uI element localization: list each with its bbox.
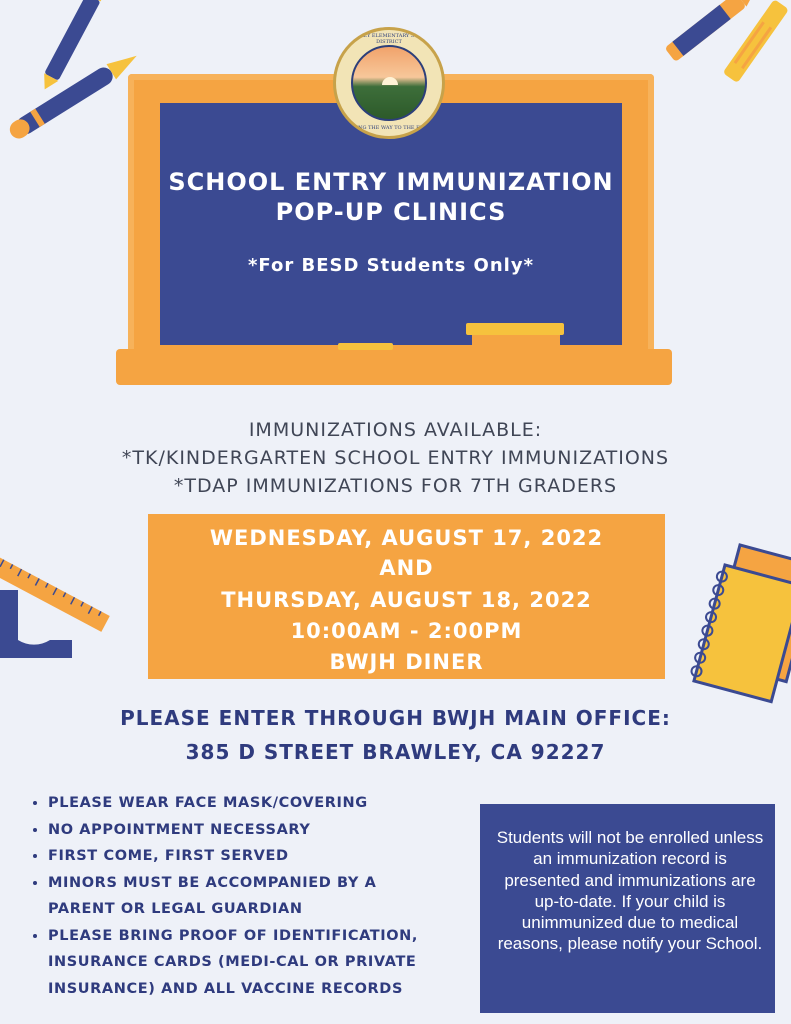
immunization-item: *TK/KINDERGARTEN SCHOOL ENTRY IMMUNIZATIONS [121,447,670,469]
subtitle: *For BESD Students Only* [248,255,534,276]
chalk-icon [338,343,393,350]
title-line-1: SCHOOL ENTRY IMMUNIZATION [168,168,614,196]
list-item: • FIRST COME, FIRST SERVED [48,843,488,870]
seal-top-text: BRAWLEY ELEMENTARY SCHOOL DISTRICT [344,33,434,45]
seal-landscape [351,45,427,121]
sun-icon [382,77,398,85]
list-item: • PLEASE WEAR FACE MASK/COVERING [48,790,488,817]
entrance-instruction: PLEASE ENTER THROUGH BWJH MAIN OFFICE: [120,706,671,730]
schedule-date-1: WEDNESDAY, AUGUST 17, 2022 [209,526,604,550]
title-line-2: POP-UP CLINICS [275,198,507,226]
list-item: • MINORS MUST BE ACCOMPANIED BY A PARENT OR LEGAL GUARDIAN [48,870,393,923]
schedule-location: BWJH DINER [329,650,484,674]
schedule-and: AND [379,556,434,580]
district-seal-logo [333,27,445,139]
chalkboard-ledge [116,349,672,385]
schedule-time: 10:00AM - 2:00PM [290,619,523,643]
guidelines-list [24,790,488,1002]
list-item: • PLEASE BRING PROOF OF IDENTIFICATION, INSURANCE CARDS (MEDI-CAL OR PRIVATE INSURANCE) AND ALL VACCINE RECORDS [48,923,438,1003]
enrollment-note: Students will not be enrolled unless an immunization record is presented and immunizations are up-to-date. If your child is unimmunized due to medical reasons, please notify your School. [496,828,764,954]
immunization-item: *TDAP IMMUNIZATIONS FOR 7TH GRADERS [173,475,618,497]
eraser-base [472,335,560,349]
protractor-icon [0,590,80,670]
list-item: • NO APPOINTMENT NECESSARY [48,817,488,844]
address: 385 D STREET BRAWLEY, CA 92227 [185,740,606,764]
notebook-icon [700,535,791,705]
immunizations-heading: IMMUNIZATIONS AVAILABLE: [248,419,543,441]
eraser-icon [466,323,564,335]
seal-bottom-text: LIGHTING THE WAY TO THE FUTURE [339,125,439,131]
crayon-icon [650,0,791,100]
schedule-date-2: THURSDAY, AUGUST 18, 2022 [221,588,592,612]
